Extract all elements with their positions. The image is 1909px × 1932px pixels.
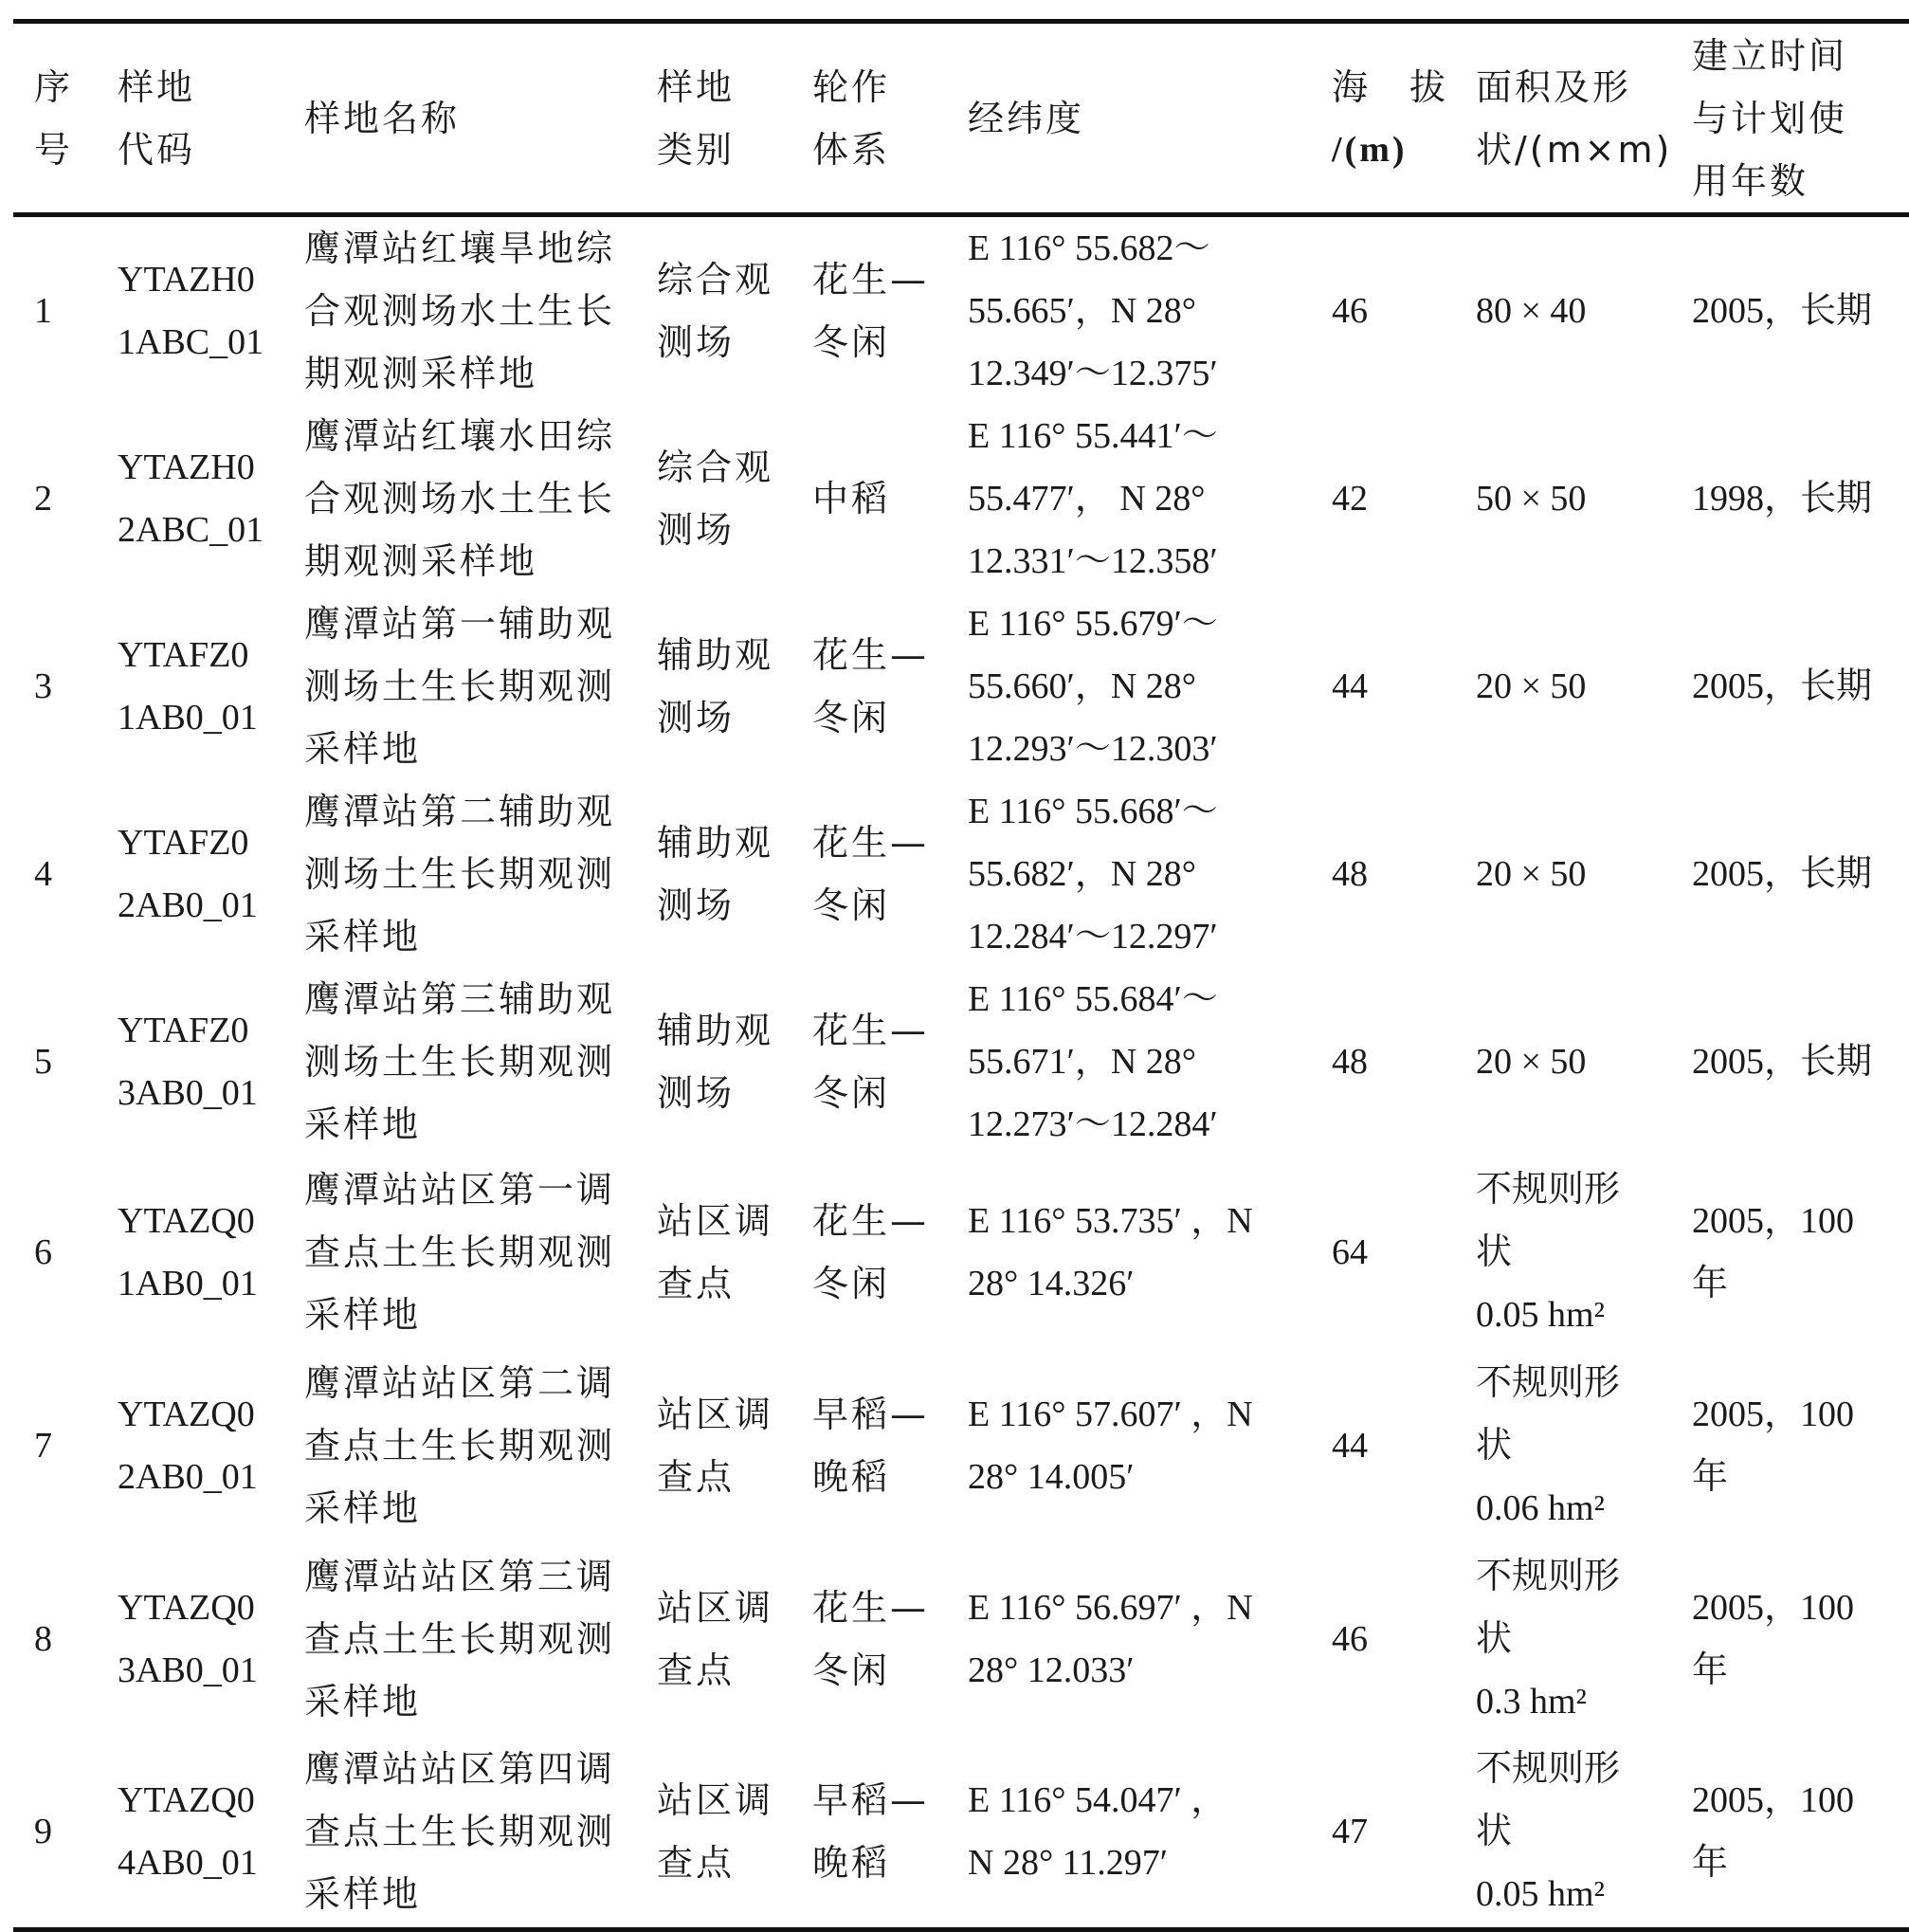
- table-row: [13, 1156, 1909, 1349]
- cell-rotation-line: 晚稻: [812, 1841, 891, 1884]
- cell-area-line: 状: [1476, 1426, 1513, 1466]
- cell-year: [1692, 780, 1909, 968]
- cell-name-line: 查点土生长期观测: [304, 1618, 616, 1660]
- cell-no: 5: [34, 1042, 52, 1082]
- cell-coordinates-line: 28° 14.326′: [968, 1264, 1135, 1303]
- cell-type-line: 查点: [657, 1649, 736, 1691]
- cell-year-line: 1998，长期: [1692, 479, 1873, 519]
- cell-area-line: 0.05 hm²: [1476, 1295, 1605, 1335]
- cell-area-line: 0.3 hm²: [1476, 1682, 1587, 1722]
- cell-code-line: YTAZQ0: [118, 1201, 255, 1241]
- cell-year: [1692, 1542, 1909, 1736]
- cell-type-line: 站区调: [657, 1587, 774, 1629]
- cell-rotation: [812, 405, 968, 592]
- cell-name-line: 鹰潭站站区第一调: [304, 1169, 616, 1211]
- cell-type-line: 查点: [657, 1263, 736, 1304]
- cell-rotation-line: 花生—: [812, 822, 930, 864]
- header-type: 样地 类别: [657, 65, 736, 171]
- cell-year-line: 2005，100: [1692, 1394, 1855, 1434]
- cell-code: [118, 1349, 304, 1542]
- cell-type: [657, 1736, 812, 1929]
- cell-coordinates: [968, 1156, 1332, 1349]
- cell-coordinates-line: 12.331′～12.358′: [968, 541, 1218, 581]
- cell-coordinates-line: 28° 12.033′: [968, 1650, 1135, 1690]
- cell-coordinates-line: N 28° 11.297′: [968, 1842, 1169, 1883]
- cell-area-line: 不规则形: [1476, 1748, 1621, 1789]
- cell-coordinates-line: E 116° 57.607′ ，N: [968, 1394, 1253, 1434]
- cell-coordinates-line: 28° 14.005′: [968, 1457, 1135, 1497]
- cell-type: [657, 1349, 812, 1542]
- cell-coordinates: [968, 405, 1332, 592]
- cell-rotation-line: 早稻—: [812, 1778, 930, 1821]
- cell-name-line: 鹰潭站站区第三调: [304, 1556, 616, 1597]
- cell-code-line: 2AB0_01: [118, 885, 258, 925]
- cell-name: [304, 405, 657, 592]
- cell-altitude: 64: [1332, 1232, 1368, 1272]
- cell-year-line: 年: [1692, 1457, 1729, 1497]
- cell-type: [657, 215, 812, 406]
- cell-coordinates-line: E 116° 54.047′ ，: [968, 1779, 1227, 1820]
- cell-area-line: 20 × 50: [1476, 1042, 1587, 1082]
- cell-year: [1692, 1736, 1909, 1929]
- cell-year-line: 2005，100: [1692, 1779, 1855, 1820]
- table-row: [13, 592, 1909, 780]
- cell-year: [1692, 1349, 1909, 1542]
- table-row: [13, 780, 1909, 968]
- cell-code-line: YTAFZ0: [118, 635, 249, 675]
- cell-code-line: YTAZQ0: [118, 1588, 255, 1628]
- cell-area-line: 不规则形: [1476, 1557, 1621, 1596]
- cell-rotation-line: 冬闲: [812, 884, 891, 926]
- cell-rotation: [812, 215, 968, 406]
- table-header: [13, 22, 1909, 215]
- cell-rotation: [812, 1736, 968, 1929]
- cell-year: [1692, 405, 1909, 592]
- cell-type-line: 综合观: [657, 447, 774, 488]
- cell-area: [1476, 1542, 1692, 1736]
- cell-type-line: 辅助观: [657, 634, 774, 676]
- cell-coordinates-line: 12.284′～12.297′: [968, 917, 1218, 957]
- cell-area: [1476, 592, 1692, 780]
- cell-no: 8: [34, 1619, 52, 1659]
- cell-area: [1476, 968, 1692, 1156]
- cell-type-line: 辅助观: [657, 1010, 774, 1051]
- cell-rotation-line: 早稻—: [812, 1394, 930, 1435]
- cell-rotation-line: 中稻: [812, 478, 891, 519]
- cell-code: [118, 1542, 304, 1736]
- cell-altitude: 48: [1332, 1042, 1368, 1082]
- cell-name-line: 合观测场水土生长: [304, 290, 616, 332]
- cell-rotation: [812, 1542, 968, 1736]
- cell-code: [118, 968, 304, 1156]
- cell-name-line: 测场土生长期观测: [304, 853, 616, 895]
- cell-name: [304, 1542, 657, 1736]
- cell-code: [118, 1736, 304, 1929]
- cell-code-line: YTAFZ0: [118, 823, 249, 863]
- cell-type: [657, 1156, 812, 1349]
- cell-coordinates-line: E 116° 56.697′ ，N: [968, 1588, 1253, 1628]
- cell-type: [657, 405, 812, 592]
- cell-no: 4: [34, 854, 52, 894]
- cell-name-line: 鹰潭站第三辅助观: [304, 978, 616, 1020]
- cell-rotation-line: 冬闲: [812, 321, 891, 363]
- header-altitude: 海 拔 /(m): [1332, 65, 1449, 170]
- cell-coordinates: [968, 1349, 1332, 1542]
- cell-name: [304, 1156, 657, 1349]
- table-row: [13, 1542, 1909, 1736]
- cell-code-line: 3AB0_01: [118, 1650, 258, 1690]
- cell-rotation: [812, 780, 968, 968]
- cell-name-line: 鹰潭站第一辅助观: [304, 603, 616, 645]
- cell-rotation: [812, 1156, 968, 1349]
- cell-name-line: 鹰潭站站区第二调: [304, 1362, 616, 1404]
- cell-rotation-line: 冬闲: [812, 1649, 891, 1691]
- cell-code-line: YTAZH0: [118, 447, 255, 487]
- cell-altitude: 46: [1332, 1619, 1368, 1659]
- cell-no: 2: [34, 479, 52, 519]
- cell-altitude: 46: [1332, 291, 1368, 331]
- cell-type-line: 测场: [657, 321, 736, 363]
- cell-name-line: 采样地: [304, 1294, 422, 1336]
- cell-year-line: 2005，长期: [1692, 854, 1873, 894]
- cell-area-line: 20 × 50: [1476, 666, 1587, 706]
- cell-rotation-line: 花生—: [812, 634, 930, 676]
- cell-altitude: 42: [1332, 479, 1368, 519]
- cell-type-line: 测场: [657, 1072, 736, 1114]
- cell-type-line: 辅助观: [657, 822, 774, 864]
- cell-no: 1: [34, 291, 52, 331]
- cell-no: 3: [34, 666, 52, 706]
- cell-coordinates: [968, 1542, 1332, 1736]
- cell-rotation: [812, 968, 968, 1156]
- cell-area: [1476, 405, 1692, 592]
- table-row: [13, 968, 1909, 1156]
- header-coordinates: 经纬度: [968, 97, 1085, 139]
- cell-area-line: 20 × 50: [1476, 854, 1587, 894]
- header-year: 建立时间 与计划使 用年数: [1692, 34, 1848, 202]
- cell-code: [118, 215, 304, 406]
- cell-rotation-line: 花生—: [812, 1200, 930, 1242]
- cell-name: [304, 1736, 657, 1929]
- cell-coordinates: [968, 215, 1332, 406]
- cell-area-line: 0.05 hm²: [1476, 1873, 1605, 1914]
- cell-name: [304, 215, 657, 406]
- table-row: [13, 1736, 1909, 1929]
- cell-code: [118, 405, 304, 592]
- table-row: [13, 1349, 1909, 1542]
- table-row: [13, 405, 1909, 592]
- cell-name-line: 测场土生长期观测: [304, 1041, 616, 1083]
- cell-no: 9: [34, 1811, 52, 1851]
- table-row: [13, 215, 1909, 406]
- cell-coordinates: [968, 780, 1332, 968]
- cell-code-line: YTAZQ0: [118, 1394, 255, 1434]
- cell-rotation-line: 晚稻: [812, 1456, 891, 1498]
- cell-name-line: 测场土生长期观测: [304, 665, 616, 707]
- cell-name-line: 期观测采样地: [304, 353, 538, 394]
- cell-type: [657, 968, 812, 1156]
- cell-year: [1692, 215, 1909, 406]
- cell-coordinates: [968, 1736, 1332, 1929]
- cell-name-line: 采样地: [304, 1103, 422, 1145]
- cell-type-line: 测场: [657, 884, 736, 926]
- cell-type: [657, 1542, 812, 1736]
- cell-code-line: 2ABC_01: [118, 510, 264, 550]
- cell-coordinates-line: 12.349′～12.375′: [968, 354, 1218, 393]
- cell-code-line: 2AB0_01: [118, 1457, 258, 1497]
- sampling-site-table: [13, 19, 1909, 1932]
- cell-name-line: 鹰潭站红壤水田综: [304, 415, 616, 457]
- cell-area-line: 0.06 hm²: [1476, 1488, 1605, 1528]
- cell-code-line: 1AB0_01: [118, 698, 258, 738]
- cell-type: [657, 780, 812, 968]
- cell-rotation-line: 冬闲: [812, 1072, 891, 1114]
- cell-code-line: YTAFZ0: [118, 1011, 249, 1050]
- cell-rotation-line: 冬闲: [812, 697, 891, 738]
- cell-name-line: 查点土生长期观测: [304, 1425, 616, 1467]
- cell-altitude: 44: [1332, 666, 1368, 706]
- cell-no: 6: [34, 1232, 52, 1272]
- cell-coordinates-line: 55.477′， N 28°: [968, 479, 1206, 519]
- cell-coordinates-line: 12.293′～12.303′: [968, 729, 1218, 769]
- cell-code: [118, 1156, 304, 1349]
- cell-altitude: 44: [1332, 1426, 1368, 1466]
- cell-no: 7: [34, 1426, 52, 1466]
- cell-coordinates-line: 12.273′～12.284′: [968, 1104, 1218, 1144]
- cell-name-line: 采样地: [304, 1872, 422, 1915]
- cell-rotation: [812, 592, 968, 780]
- cell-name-line: 采样地: [304, 1681, 422, 1722]
- cell-coordinates-line: E 116° 55.682～: [968, 228, 1210, 268]
- cell-code: [118, 592, 304, 780]
- cell-coordinates-line: 55.671′，N 28°: [968, 1042, 1196, 1082]
- cell-coordinates-line: E 116° 55.679′～: [968, 604, 1218, 644]
- cell-rotation: [812, 1349, 968, 1542]
- table-body: [13, 215, 1909, 1930]
- cell-name-line: 合观测场水土生长: [304, 478, 616, 519]
- cell-coordinates-line: 55.660′，N 28°: [968, 666, 1196, 706]
- cell-name: [304, 1349, 657, 1542]
- cell-rotation-line: 花生—: [812, 259, 930, 301]
- cell-name-line: 采样地: [304, 728, 422, 770]
- cell-type-line: 综合观: [657, 259, 774, 301]
- cell-type-line: 测场: [657, 697, 736, 738]
- cell-altitude: 47: [1332, 1811, 1368, 1851]
- cell-name: [304, 592, 657, 780]
- cell-year-line: 年: [1692, 1264, 1729, 1303]
- cell-type-line: 站区调: [657, 1778, 774, 1821]
- cell-name-line: 查点土生长期观测: [304, 1810, 616, 1852]
- cell-year-line: 2005，长期: [1692, 291, 1873, 331]
- cell-coordinates-line: E 116° 55.668′～: [968, 792, 1218, 831]
- header-row: [13, 22, 1909, 215]
- cell-area-line: 状: [1476, 1619, 1513, 1659]
- cell-type-line: 查点: [657, 1456, 736, 1498]
- cell-coordinates-line: 55.665′，N 28°: [968, 291, 1196, 331]
- header-area: 面积及形 状/(m×m): [1476, 65, 1673, 171]
- cell-code-line: 1ABC_01: [118, 322, 264, 362]
- cell-year-line: 2005，100: [1692, 1588, 1855, 1628]
- cell-rotation-line: 花生—: [812, 1587, 930, 1629]
- cell-year: [1692, 592, 1909, 780]
- cell-area: [1476, 1349, 1692, 1542]
- cell-coordinates-line: E 116° 53.735′ ，N: [968, 1201, 1253, 1241]
- cell-code-line: 1AB0_01: [118, 1264, 258, 1303]
- cell-area-line: 不规则形: [1476, 1363, 1621, 1403]
- cell-area-line: 80 × 40: [1476, 291, 1587, 331]
- cell-coordinates-line: E 116° 55.441′～: [968, 416, 1218, 456]
- cell-code-line: YTAZQ0: [118, 1779, 255, 1820]
- cell-year-line: 年: [1692, 1842, 1729, 1883]
- header-name: 样地名称: [304, 97, 461, 139]
- cell-name-line: 采样地: [304, 916, 422, 957]
- cell-area: [1476, 1156, 1692, 1349]
- cell-year-line: 2005，长期: [1692, 1042, 1873, 1082]
- cell-type-line: 测场: [657, 509, 736, 551]
- cell-coordinates-line: E 116° 55.684′～: [968, 979, 1218, 1019]
- cell-coordinates: [968, 592, 1332, 780]
- cell-code: [118, 780, 304, 968]
- cell-area: [1476, 780, 1692, 968]
- cell-code-line: YTAZH0: [118, 260, 255, 300]
- cell-area: [1476, 1736, 1692, 1929]
- cell-area-line: 状: [1476, 1811, 1513, 1851]
- cell-area: [1476, 215, 1692, 406]
- cell-type: [657, 592, 812, 780]
- cell-name-line: 鹰潭站第二辅助观: [304, 791, 616, 832]
- cell-rotation-line: 花生—: [812, 1010, 930, 1051]
- cell-year-line: 2005，100: [1692, 1201, 1855, 1241]
- cell-year: [1692, 968, 1909, 1156]
- header-no: 序 号: [34, 65, 74, 171]
- cell-code-line: 3AB0_01: [118, 1073, 258, 1113]
- cell-name-line: 鹰潭站站区第四调: [304, 1747, 616, 1790]
- cell-name-line: 期观测采样地: [304, 540, 538, 582]
- cell-name-line: 查点土生长期观测: [304, 1231, 616, 1273]
- header-code: 样地 代码: [118, 65, 196, 171]
- header-rotation: 轮作 体系: [812, 65, 891, 171]
- cell-name: [304, 968, 657, 1156]
- cell-name-line: 采样地: [304, 1487, 422, 1529]
- cell-name: [304, 780, 657, 968]
- cell-rotation-line: 冬闲: [812, 1263, 891, 1304]
- cell-type-line: 查点: [657, 1841, 736, 1884]
- cell-type-line: 站区调: [657, 1394, 774, 1435]
- cell-area-line: 50 × 50: [1476, 479, 1587, 519]
- cell-area-line: 不规则形: [1476, 1170, 1621, 1210]
- cell-coordinates: [968, 968, 1332, 1156]
- cell-year-line: 年: [1692, 1650, 1729, 1690]
- cell-altitude: 48: [1332, 854, 1368, 894]
- cell-year-line: 2005，长期: [1692, 666, 1873, 706]
- cell-name-line: 鹰潭站红壤旱地综: [304, 228, 616, 269]
- cell-year: [1692, 1156, 1909, 1349]
- cell-type-line: 站区调: [657, 1200, 774, 1242]
- cell-coordinates-line: 55.682′，N 28°: [968, 854, 1196, 894]
- cell-code-line: 4AB0_01: [118, 1842, 258, 1883]
- cell-area-line: 状: [1476, 1232, 1513, 1272]
